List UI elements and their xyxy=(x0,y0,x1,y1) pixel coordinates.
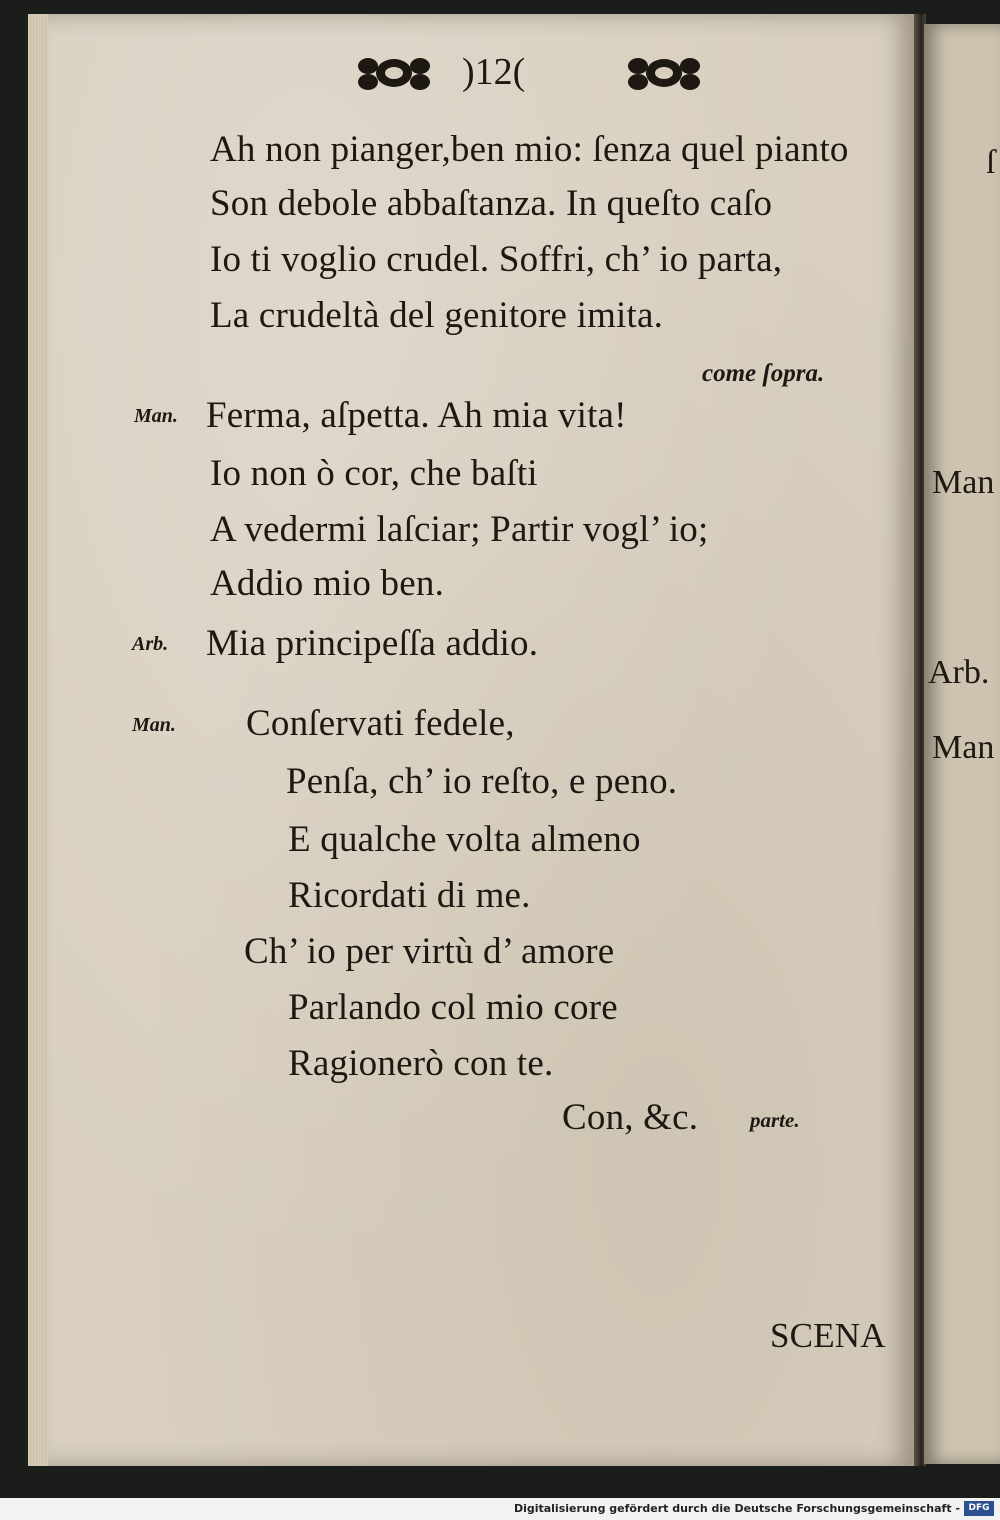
speaker-label: Man. xyxy=(132,714,176,736)
facing-page xyxy=(924,24,1000,1464)
verse-line: Io non ò cor, che baſti xyxy=(210,453,538,494)
verse-line: Ah non pianger,ben mio: ſenza quel pianto xyxy=(210,129,849,170)
digitization-footer xyxy=(0,1498,1000,1520)
verse-line: La crudeltà del genitore imita. xyxy=(210,295,664,336)
ornament-right-icon xyxy=(626,46,702,100)
speaker-label: Arb. xyxy=(132,633,169,655)
page-number: )12( xyxy=(462,51,526,93)
verse-line: A vedermi laſciar; Partir vogl’ io; xyxy=(210,509,709,550)
verse-line: Ch’ io per virtù d’ amore xyxy=(244,931,615,972)
ornament-left-icon xyxy=(356,46,432,100)
verse-line: Son debole abbaſtanza. In queſto caſo xyxy=(210,183,773,224)
footer-credit: Digitalisierung gefördert durch die Deutsche Forschungsgemeinschaft - xyxy=(513,1502,960,1515)
facing-page-fragment: ſ xyxy=(986,144,996,181)
stage-direction: parte. xyxy=(750,1108,800,1132)
verse-line: Penſa, ch’ io reſto, e peno. xyxy=(286,761,678,802)
verse-line: Ferma, aſpetta. Ah mia vita! xyxy=(206,395,627,436)
verse-line: Io ti voglio crudel. Soffri, ch’ io parta, xyxy=(210,239,783,280)
verse-line: Addio mio ben. xyxy=(210,563,445,604)
verse-line: E qualche volta almeno xyxy=(288,819,641,860)
stage-direction: come ſopra. xyxy=(702,360,825,387)
dfg-logo-icon: DFG xyxy=(964,1501,994,1516)
verse-line: Con, &c. xyxy=(562,1097,699,1138)
verse-line: Ragionerò con te. xyxy=(288,1043,554,1084)
verse-line: Parlando col mio core xyxy=(288,987,618,1028)
verse-line: Conſervati fedele, xyxy=(246,703,515,744)
facing-page-fragment: Man xyxy=(932,464,995,501)
verse-line: Mia principeſſa addio. xyxy=(206,623,539,664)
facing-page-fragment: Man xyxy=(932,729,995,766)
speaker-label: Man. xyxy=(134,405,178,427)
facing-page-fragment: Arb. xyxy=(928,654,990,691)
catchword: SCENA xyxy=(770,1316,886,1355)
verse-line: Ricordati di me. xyxy=(288,875,531,916)
